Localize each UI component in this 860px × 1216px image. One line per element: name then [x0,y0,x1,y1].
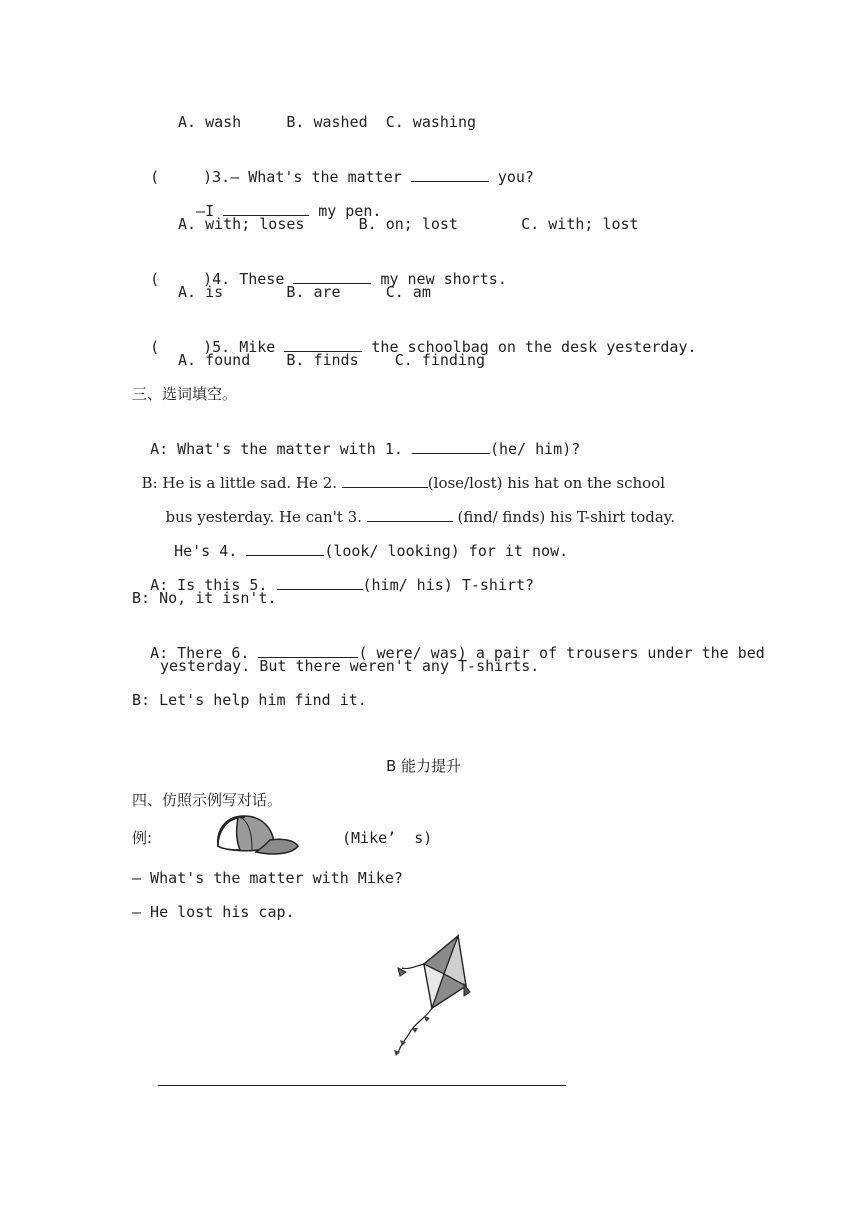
q4-options: A. is B. are C. am [178,283,431,301]
q2-options: A. wash B. washed C. washing [178,113,477,131]
cap-icon [212,812,300,860]
s3-l3-b: (find/ finds) his T-shirt today. [452,508,676,526]
s3-l5-b: (him/ his) T-shirt? [362,576,535,594]
q3-paren: ( [150,168,160,186]
kite-icon [388,932,480,1060]
q4-text-a: These [239,270,285,288]
s3-l1-b: (he/ him)? [489,440,581,458]
answer-line[interactable] [158,1085,566,1086]
s3-l5-a: A: Is this 5. [150,576,268,594]
q5-number: )5. [203,338,231,356]
s3-l2-a: B: He is a little sad. He 2. [141,474,338,492]
q3-answer-b: my pen. [318,202,382,220]
example-label: 例: [132,829,153,847]
s3-blank-5[interactable] [277,574,363,590]
s3-l7-a: A: There 6. [150,644,250,662]
section-b-title: B 能力提升 [386,757,462,775]
s3-line9: B: Let's help him find it. [132,691,367,709]
s3-l3-a: bus yesterday. He can't 3. [165,508,362,526]
q5-text-b: the schoolbag on the desk yesterday. [371,338,697,356]
s3-l7-b: ( were/ was) a pair of trousers under the bed [358,644,765,662]
example-answer: — He lost his cap. [132,903,295,921]
q4-number: )4. [203,270,231,288]
q4-paren: ( [150,270,160,288]
s3-line8: yesterday. But there weren't any T-shirts. [160,657,540,675]
q3-number: )3. [203,168,231,186]
section4-title: 四、仿照示例写对话。 [132,791,283,809]
q5-text-a: Mike [239,338,276,356]
q3-options: A. with; loses B. on; lost C. with; lost [178,215,639,233]
q5-paren: ( [150,338,160,356]
example-question: — What's the matter with Mike? [132,869,403,887]
q4-text-b: my new shorts. [380,270,507,288]
example-owner: (Mike’ s) [342,829,433,847]
q3-text-a: — What's the matter [230,168,402,186]
q3-answer-a: —I [196,202,215,220]
s3-line6: B: No, it isn't. [132,589,277,607]
q3-blank[interactable] [411,166,489,182]
s3-l4-a: He's 4. [174,542,238,560]
q5-options: A. found B. finds C. finding [178,351,486,369]
s3-l1-a: A: What's the matter with 1. [150,440,403,458]
s3-l2-b: (lose/lost) his hat on the school [427,474,666,492]
q3-text-b: you? [497,168,534,186]
s3-l4-b: (look/ looking) for it now. [324,542,569,560]
section3-title: 三、选词填空。 [132,385,238,403]
